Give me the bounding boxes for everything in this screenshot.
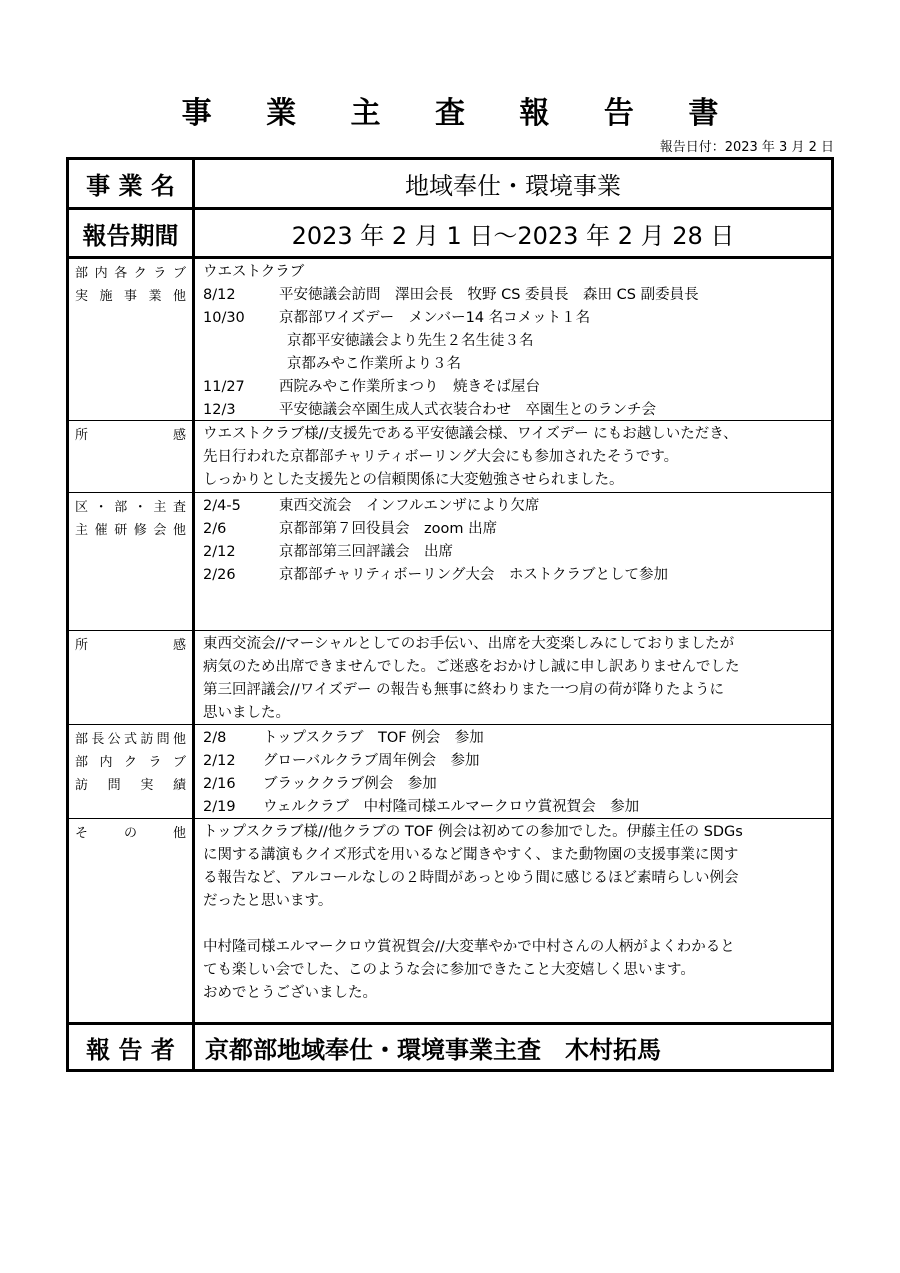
- other-content: トップスクラブ様//他クラブの TOF 例会は初めての参加でした。伊藤主任の SDGs に関する講演もクイズ形式を用いるなど聞きやすく、また動物園の支援事業に関す る報告など、アルコールなしの２時間があっとゆう間に感じるほど素晴らしい例会 だったと思います。 中村隆司様エルマークロウ賞祝賀会//大変華やかで中村さんの人柄がよくわかると ても楽しい会でした、このような会に参加できたこと大変嬉しく思います。 おめでとうございました。: [203, 824, 743, 1001]
- project-label: 事 業 名: [86, 172, 175, 200]
- other-label: そ の 他: [75, 826, 186, 841]
- visits-label: 部長公式訪問他 部内クラブ 訪問実績: [75, 732, 186, 793]
- district-events-label: 区・部・主査 主催研修会他: [75, 500, 186, 538]
- club-activities-row: [69, 259, 831, 421]
- district-events-row: [69, 493, 831, 631]
- period-value: 2023 年 2 月 1 日～2023 年 2 月 28 日: [291, 221, 735, 250]
- list-item: 2/19 ウェルクラブ 中村隆司様エルマークロウ賞祝賀会 参加: [203, 799, 640, 815]
- other-row: [69, 819, 831, 1025]
- project-name: 地域奉仕・環境事業: [405, 172, 621, 200]
- list-item: 8/12 平安徳議会訪問 澤田会長 牧野 CS 委員長 森田 CS 副委員長: [203, 287, 699, 303]
- club-name: ウエストクラブ: [203, 264, 305, 280]
- period-row: [69, 210, 831, 259]
- list-item: 2/12 グローバルクラブ周年例会 参加: [203, 753, 480, 769]
- document-title: 事 業 主 査 報 告 書: [181, 96, 741, 131]
- list-subitem: 京都平安徳議会より先生２名生徒３名: [287, 333, 534, 349]
- reporter-label: 報 告 者: [86, 1035, 175, 1064]
- list-item: 10/30 京都部ワイズデー メンバー14 名コメット１名: [203, 310, 591, 326]
- project-row: [69, 160, 831, 210]
- reporter-row: [69, 1025, 831, 1069]
- reporter-name: 京都部地域奉仕・環境事業主査 木村拓馬: [205, 1035, 661, 1064]
- list-item: 2/26 京都部チャリティボーリング大会 ホストクラブとして参加: [203, 567, 669, 583]
- visits-content: [195, 725, 831, 819]
- impression-content-1: ウエストクラブ様//支援先である平安徳議会様、ワイズデー にもお越しいただき、 先日行われた京都部チャリティボーリング大会にも参加されたそうです。 しっかりとした支援先との信頼関係に大変勉強させられました。: [203, 426, 738, 488]
- club-activities-content: [195, 259, 831, 422]
- list-subitem: 京都みやこ作業所より３名: [287, 356, 461, 372]
- list-item: 2/4-5 東西交流会 インフルエンザにより欠席: [203, 498, 540, 514]
- visits-row: [69, 725, 831, 819]
- report-table: [66, 157, 834, 1072]
- period-label: 報告期間: [82, 221, 179, 250]
- impression-label-2: 所 感: [75, 638, 186, 653]
- list-item: 2/6 京都部第７回役員会 zoom 出席: [203, 521, 498, 537]
- impression-row-2: [69, 631, 831, 725]
- list-item: 2/16 ブラッククラブ例会 参加: [203, 776, 437, 792]
- impression-row-1: [69, 421, 831, 493]
- list-item: 2/12 京都部第三回評議会 出席: [203, 544, 453, 560]
- district-events-content: [195, 493, 831, 587]
- report-date: 報告日付：2023 年 3 月 2 日: [659, 140, 834, 155]
- impression-content-2: 東西交流会//マーシャルとしてのお手伝い、出席を大変楽しみにしておりましたが 病気のため出席できませんでした。ご迷惑をおかけし誠に申し訳ありませんでした 第三回評議会//ワイズデー の報告も無事に終わりまた一つ肩の荷が降りたように 思いました。: [203, 636, 740, 721]
- list-item: 11/27 西院みやこ作業所まつり 焼きそば屋台: [203, 379, 540, 395]
- club-activities-label: 部内各クラブ 実施事業他: [75, 266, 186, 304]
- list-item: 2/8 トップスクラブ TOF 例会 参加: [203, 730, 484, 746]
- impression-label-1: 所 感: [75, 428, 186, 443]
- list-item: 12/3 平安徳議会卒園生成人式衣装合わせ 卒園生とのランチ会: [203, 402, 656, 418]
